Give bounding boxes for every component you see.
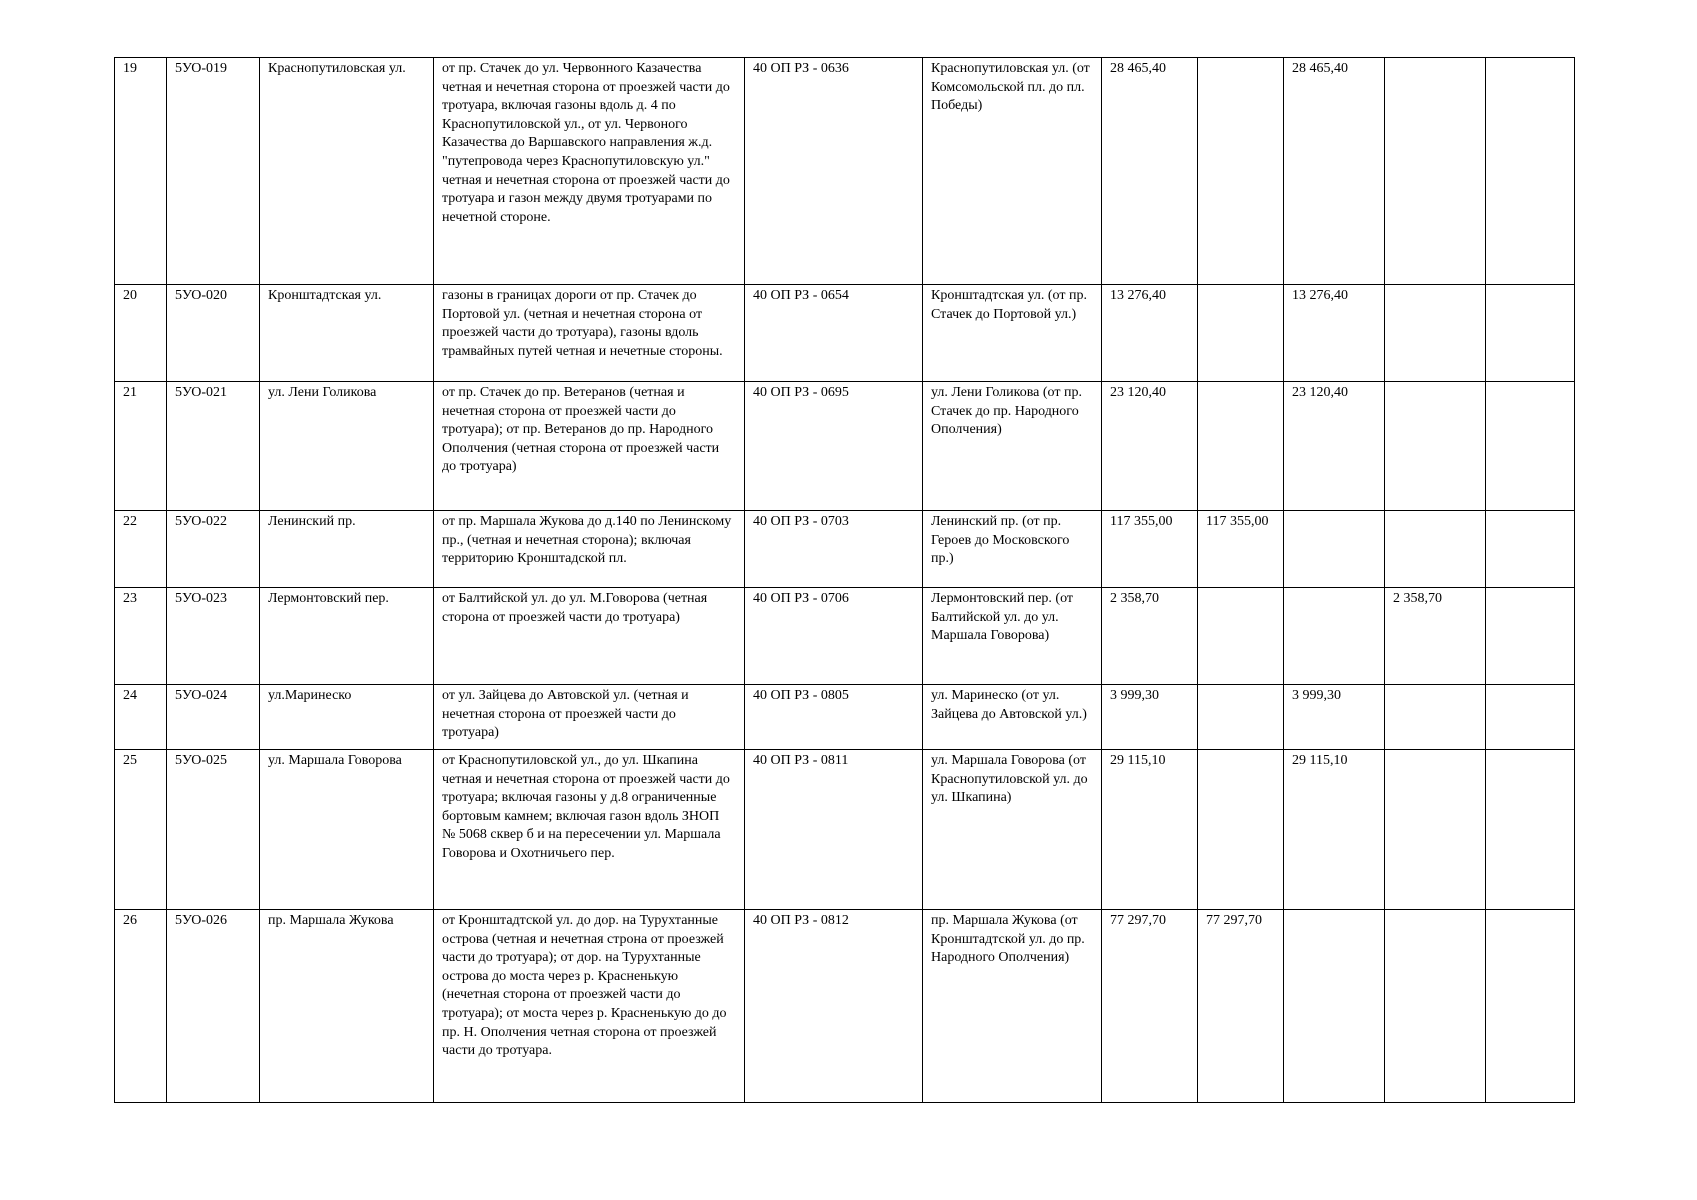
area-col-c xyxy=(1385,750,1486,910)
area-col-b xyxy=(1284,910,1385,1103)
area-col-a xyxy=(1198,750,1284,910)
area-col-c xyxy=(1385,685,1486,750)
road-name: ул. Маринеско (от ул. Зайцева до Автовской ул.) xyxy=(923,685,1102,750)
area-col-c xyxy=(1385,58,1486,285)
area-col-b: 3 999,30 xyxy=(1284,685,1385,750)
table-row xyxy=(115,511,1575,588)
street-name: ул. Лени Голикова xyxy=(260,382,434,511)
road-name: Ленинский пр. (от пр. Героев до Московского пр.) xyxy=(923,511,1102,588)
row-number: 20 xyxy=(115,285,167,382)
road-id: 40 ОП РЗ - 0805 xyxy=(745,685,923,750)
street-name: Ленинский пр. xyxy=(260,511,434,588)
road-id: 40 ОП РЗ - 0654 xyxy=(745,285,923,382)
road-name: ул. Маршала Говорова (от Краснопутиловской ул. до ул. Шкапина) xyxy=(923,750,1102,910)
object-code: 5УО-021 xyxy=(167,382,260,511)
row-number: 21 xyxy=(115,382,167,511)
road-id: 40 ОП РЗ - 0636 xyxy=(745,58,923,285)
boundary-description: от пр. Маршала Жукова до д.140 по Ленинскому пр., (четная и нечетная сторона); включая территорию Кронштадской пл. xyxy=(434,511,745,588)
object-code: 5УО-020 xyxy=(167,285,260,382)
area-col-b: 13 276,40 xyxy=(1284,285,1385,382)
area-total: 23 120,40 xyxy=(1102,382,1198,511)
area-col-b: 29 115,10 xyxy=(1284,750,1385,910)
area-col-a xyxy=(1198,58,1284,285)
area-col-d xyxy=(1486,511,1575,588)
road-id: 40 ОП РЗ - 0812 xyxy=(745,910,923,1103)
table-row xyxy=(115,58,1575,285)
object-code: 5УО-023 xyxy=(167,588,260,685)
road-name: Кронштадтская ул. (от пр. Стачек до Портовой ул.) xyxy=(923,285,1102,382)
table-row xyxy=(115,285,1575,382)
area-col-a: 77 297,70 xyxy=(1198,910,1284,1103)
area-col-c xyxy=(1385,285,1486,382)
object-code: 5УО-024 xyxy=(167,685,260,750)
street-name: Кронштадтская ул. xyxy=(260,285,434,382)
boundary-description: от пр. Стачек до пр. Ветеранов (четная и нечетная сторона от проезжей части до тротуара); от пр. Ветеранов до пр. Народного Ополчения (четная сторона от проезжей части до тротуара) xyxy=(434,382,745,511)
area-total: 29 115,10 xyxy=(1102,750,1198,910)
area-col-b xyxy=(1284,588,1385,685)
area-col-a xyxy=(1198,285,1284,382)
area-col-d xyxy=(1486,910,1575,1103)
area-col-c xyxy=(1385,382,1486,511)
road-name: Краснопутиловская ул. (от Комсомольской пл. до пл. Победы) xyxy=(923,58,1102,285)
street-name: ул. Маршала Говорова xyxy=(260,750,434,910)
area-col-a: 117 355,00 xyxy=(1198,511,1284,588)
area-col-b: 28 465,40 xyxy=(1284,58,1385,285)
object-code: 5УО-019 xyxy=(167,58,260,285)
road-name: ул. Лени Голикова (от пр. Стачек до пр. Народного Ополчения) xyxy=(923,382,1102,511)
area-col-a xyxy=(1198,685,1284,750)
boundary-description: от пр. Стачек до ул. Червонного Казачества четная и нечетная сторона от проезжей части до тротуара, включая газоны вдоль д. 4 по Краснопутиловской ул., от ул. Червоного Казачества до Варшавского направления ж.д. "путепровода через Краснопутиловскую ул." четная и нечетная сторона от проезжей части до тротуара и газон между двумя тротуарами по нечетной стороне. xyxy=(434,58,745,285)
boundary-description: от Краснопутиловской ул., до ул. Шкапина четная и нечетная сторона от проезжей части до тротуара; включая газоны у д.8 ограниченные бортовым камнем; включая газон вдоль ЗНОП № 5068 сквер б и на пересечении ул. Маршала Говорова и Охотничьего пер. xyxy=(434,750,745,910)
street-name: Лермонтовский пер. xyxy=(260,588,434,685)
road-name: пр. Маршала Жукова (от Кронштадтской ул. до пр. Народного Ополчения) xyxy=(923,910,1102,1103)
area-col-b: 23 120,40 xyxy=(1284,382,1385,511)
area-col-d xyxy=(1486,58,1575,285)
area-total: 13 276,40 xyxy=(1102,285,1198,382)
area-col-d xyxy=(1486,382,1575,511)
area-total: 117 355,00 xyxy=(1102,511,1198,588)
boundary-description: от Балтийской ул. до ул. М.Говорова (четная сторона от проезжей части до тротуара) xyxy=(434,588,745,685)
area-col-c: 2 358,70 xyxy=(1385,588,1486,685)
row-number: 19 xyxy=(115,58,167,285)
road-name: Лермонтовский пер. (от Балтийской ул. до ул. Маршала Говорова) xyxy=(923,588,1102,685)
table-row xyxy=(115,588,1575,685)
road-id: 40 ОП РЗ - 0706 xyxy=(745,588,923,685)
row-number: 26 xyxy=(115,910,167,1103)
street-name: ул.Маринеско xyxy=(260,685,434,750)
area-col-c xyxy=(1385,511,1486,588)
document-table xyxy=(114,57,1575,1103)
area-col-d xyxy=(1486,285,1575,382)
street-name: Краснопутиловская ул. xyxy=(260,58,434,285)
row-number: 25 xyxy=(115,750,167,910)
area-total: 3 999,30 xyxy=(1102,685,1198,750)
boundary-description: газоны в границах дороги от пр. Стачек до Портовой ул. (четная и нечетная сторона от проезжей части до тротуара), газоны вдоль трамвайных путей четная и нечетные стороны. xyxy=(434,285,745,382)
boundary-description: от ул. Зайцева до Автовской ул. (четная и нечетная сторона от проезжей части до тротуара) xyxy=(434,685,745,750)
area-col-a xyxy=(1198,382,1284,511)
area-col-b xyxy=(1284,511,1385,588)
area-col-c xyxy=(1385,910,1486,1103)
table-row xyxy=(115,910,1575,1103)
area-total: 77 297,70 xyxy=(1102,910,1198,1103)
area-total: 28 465,40 xyxy=(1102,58,1198,285)
road-id: 40 ОП РЗ - 0703 xyxy=(745,511,923,588)
table-row xyxy=(115,685,1575,750)
road-id: 40 ОП РЗ - 0811 xyxy=(745,750,923,910)
boundary-description: от Кронштадтской ул. до дор. на Турухтанные острова (четная и нечетная строна от проезжей части до тротуара); от дор. на Турухтанные острова до моста через р. Красненькую (нечетная сторона от проезжей части до тротуара); от моста через р. Красненькую до до пр. Н. Ополчения четная сторона от проезжей части до тротуара. xyxy=(434,910,745,1103)
table-row xyxy=(115,382,1575,511)
area-col-a xyxy=(1198,588,1284,685)
row-number: 23 xyxy=(115,588,167,685)
road-id: 40 ОП РЗ - 0695 xyxy=(745,382,923,511)
table-row xyxy=(115,750,1575,910)
area-total: 2 358,70 xyxy=(1102,588,1198,685)
area-col-d xyxy=(1486,685,1575,750)
area-col-d xyxy=(1486,588,1575,685)
area-col-d xyxy=(1486,750,1575,910)
row-number: 22 xyxy=(115,511,167,588)
object-code: 5УО-026 xyxy=(167,910,260,1103)
street-name: пр. Маршала Жукова xyxy=(260,910,434,1103)
object-code: 5УО-025 xyxy=(167,750,260,910)
object-code: 5УО-022 xyxy=(167,511,260,588)
row-number: 24 xyxy=(115,685,167,750)
